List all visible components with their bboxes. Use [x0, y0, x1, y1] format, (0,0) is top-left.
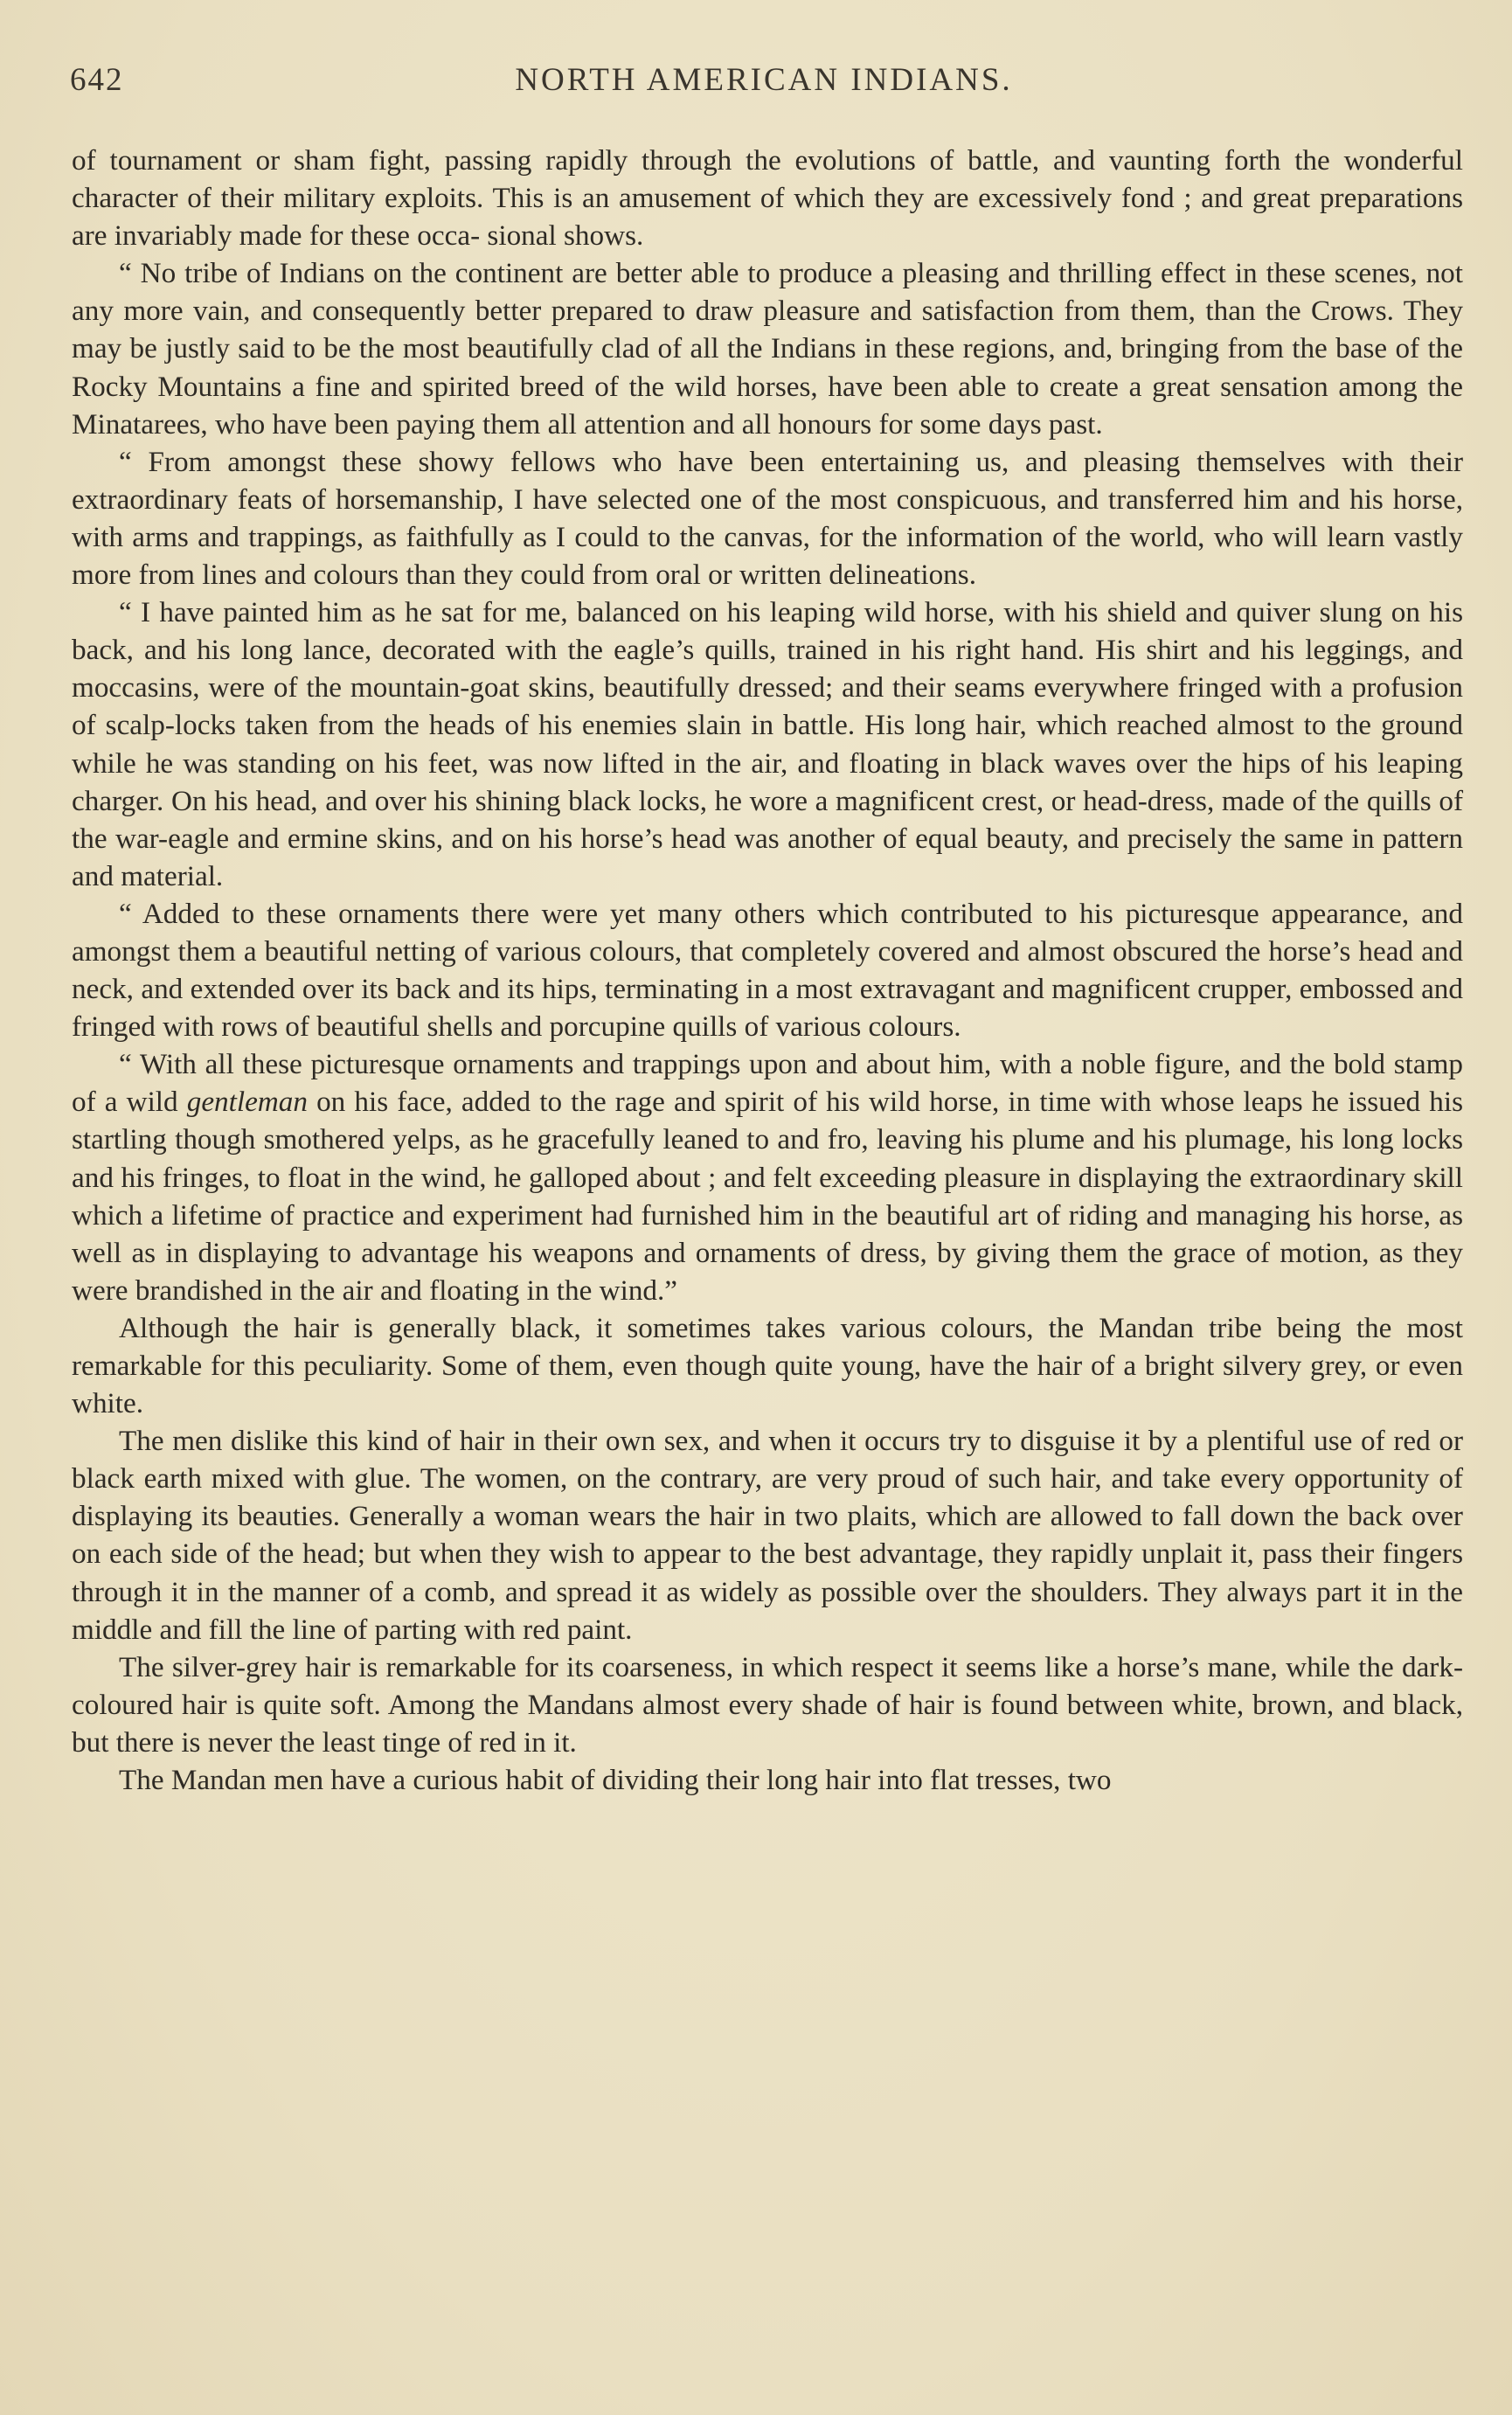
paragraph-text: “ With all these picturesque ornaments and trappings upon and about him, with a noble figure, and the bold stamp of a wild [72, 1048, 1463, 1119]
paragraph-10 [72, 1761, 1463, 1799]
page-number: 642 [70, 62, 124, 98]
paragraph-8 [72, 1422, 1463, 1648]
paragraph-text: on his face, added to the rage and spirit of his wild horse, in time with whose leaps he issued his startling though smothered yelps, as he gracefully leaned to and fro, leaving his plume and his plumage, his long locks and his fringes, to float in the wind, he galloped about ; and felt exceeding pleasure in displaying the extraordinary skill which a lifetime of practice and experiment had furnished him in the beautiful art of riding and managing his horse, as well as in displaying to advantage his weapons and ornaments of dress, by giving them the grace of motion, as they were brandished in the air and floating in the wind.” [72, 1086, 1463, 1307]
italic-word: gentleman [186, 1086, 308, 1119]
paragraph-9 [72, 1648, 1463, 1761]
paragraph-1 [72, 142, 1463, 254]
running-head [70, 61, 1458, 114]
paragraph-5 [72, 895, 1463, 1045]
paragraph-3 [72, 443, 1463, 593]
body-text [72, 142, 1463, 1799]
running-title: NORTH AMERICAN INDIANS. [515, 62, 1013, 98]
paragraph-6 [72, 1045, 1463, 1309]
paragraph-text: Although the hair is generally black, it sometimes takes various colours, the Mandan tribe being the most remarkable for this peculiarity. Some of them, even though quite young, have the hair of a bright silvery grey, or even white. [72, 1311, 1463, 1420]
paragraph-text: “ From amongst these showy fellows who have been entertaining us, and pleasing themselves with their extraordinary feats of horsemanship, I have selected one of the most conspicuous, and transferred him and his horse, with arms and trappings, as faithfully as I could to the canvas, for the information of the world, who will learn vastly more from lines and colours than they could from oral or written delineations. [72, 445, 1463, 592]
paragraph-2 [72, 254, 1463, 442]
paragraph-text: “ I have painted him as he sat for me, balanced on his leaping wild horse, with his shield and quiver slung on his back, and his long lance, decorated with the eagle’s quills, trained in his right hand. His shirt and his leggings, and moccasins, were of the mountain-goat skins, beautifully dressed; and their seams everywhere fringed with a profusion of scalp-locks taken from the heads of his enemies slain in battle. His long hair, which reached almost to the ground while he was standing on his feet, was now lifted in the air, and floating in black waves over the hips of his leaping charger. On his head, and over his shining black locks, he wore a magnificent crest, or head-dress, made of the quills of the war-eagle and ermine skins, and on his horse’s head was another of equal beauty, and precisely the same in pattern and material. [72, 596, 1463, 892]
paragraph-text: The Mandan men have a curious habit of dividing their long hair into flat tresses, two [119, 1764, 1112, 1797]
paragraph-7 [72, 1309, 1463, 1422]
paragraph-text: “ No tribe of Indians on the continent are better able to produce a pleasing and thrilling effect in these scenes, not any more vain, and consequently better prepared to draw pleasure and satisfaction from them, than the Crows. They may be justly said to be the most beautifully clad of all the Indians in these regions, and, bringing from the base of the Rocky Mountains a fine and spirited breed of the wild horses, have been able to create a great sensation among the Minatarees, who have been paying them all attention and all honours for some days past. [72, 257, 1463, 441]
paragraph-4 [72, 593, 1463, 895]
paragraph-text: “ Added to these ornaments there were yet many others which contributed to his picturesque appearance, and amongst them a beautiful netting of various colours, that completely covered and almost obscured the horse’s head and neck, and extended over its back and its hips, terminating in a most extravagant and magnificent crupper, embossed and fringed with rows of beautiful shells and porcupine quills of various colours. [72, 897, 1463, 1044]
paragraph-text: of tournament or sham fight, passing rapidly through the evolutions of battle, and vaunting forth the wonderful character of their military exploits. This is an amusement of which they are excessively fond ; and great preparations are invariably made for these occa- sional shows. [72, 144, 1463, 253]
paragraph-text: The silver-grey hair is remarkable for its coarseness, in which respect it seems like a horse’s mane, while the dark-coloured hair is quite soft. Among the Mandans almost every shade of hair is found between white, brown, and black, but there is never the least tinge of red in it. [72, 1650, 1463, 1759]
paragraph-text: The men dislike this kind of hair in their own sex, and when it occurs try to disguise it by a plentiful use of red or black earth mixed with glue. The women, on the contrary, are very proud of such hair, and take every opportunity of displaying its beauties. Generally a woman wears the hair in two plaits, which are allowed to fall down the back over on each side of the head; but when they wish to appear to the best advantage, they rapidly unplait it, pass their fingers through it in the manner of a comb, and spread it as widely as possible over the shoulders. They always part it in the middle and fill the line of parting with red paint. [72, 1425, 1463, 1646]
